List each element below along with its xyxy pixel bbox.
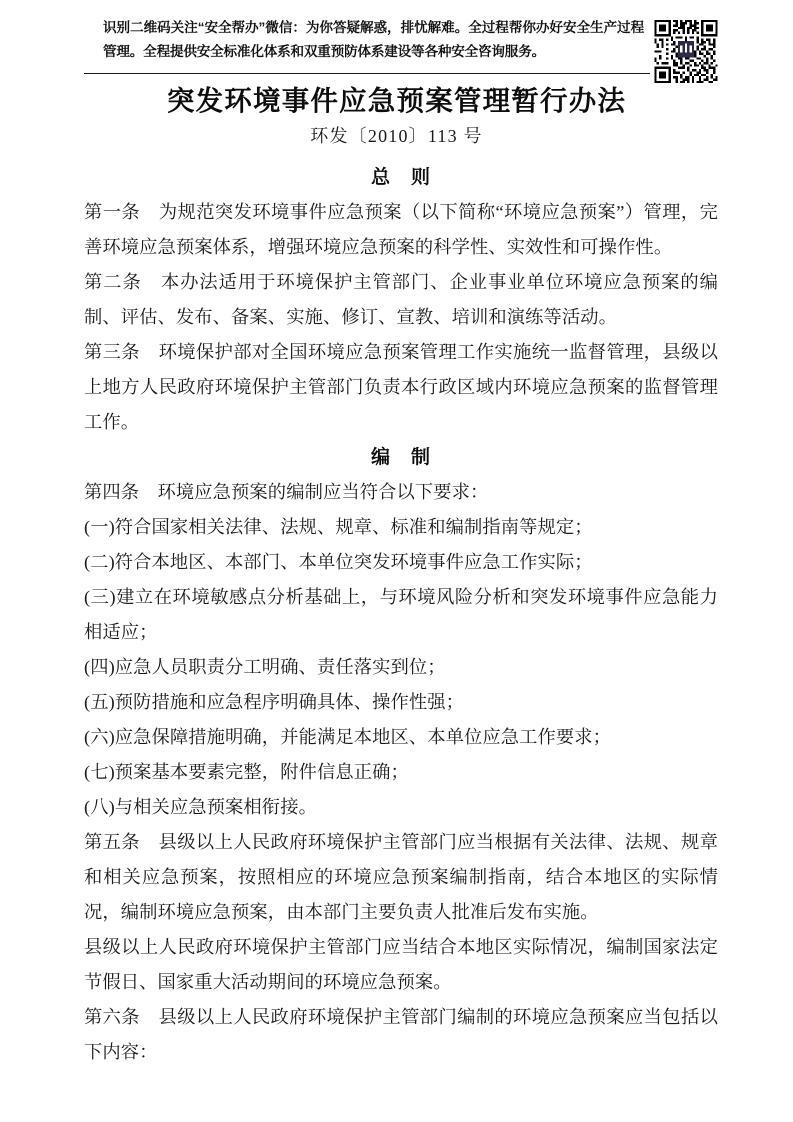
paragraph-article-1: 第一条 为规范突发环境事件应急预案（以下简称“环境应急预案”）管理，完善环境应急预案体系，增强环境应急预案的科学性、实效性和可操作性。	[84, 202, 718, 257]
paragraph-article-4-item-6: (六)应急保障措施明确，并能满足本地区、本单位应急工作要求；	[84, 727, 612, 747]
paragraph-article-4-item-2: (二)符合本地区、本部门、本单位突发环境事件应急工作实际；	[84, 552, 593, 572]
page-title: 突发环境事件应急预案管理暂行办法	[166, 85, 627, 116]
paragraph-article-4-item-4: (四)应急人员职责分工明确、责任落实到位；	[84, 657, 446, 677]
paragraph-article-4-item-8: (八)与相关应急预案相衔接。	[84, 797, 317, 817]
paragraph-article-4-item-7: (七)预案基本要素完整，附件信息正确；	[84, 762, 409, 782]
paragraph-article-4: 第四条 环境应急预案的编制应当符合以下要求：	[84, 482, 489, 502]
promo-text: 识别二维码关注“安全帮办”微信：为你答疑解惑，排忧解难。全过程帮你办好安全生产过程管理。全程提供安全标准化体系和双重预防体系建设等各种安全咨询服务。	[103, 20, 644, 59]
paragraph-article-5-continued: 县级以上人民政府环境保护主管部门应当结合本地区实际情况，编制国家法定节假日、国家重大活动期间的环境应急预案。	[84, 937, 718, 992]
paragraph-article-6: 第六条 县级以上人民政府环境保护主管部门编制的环境应急预案应当包括以下内容：	[84, 1007, 718, 1062]
promo-header-band	[0, 0, 793, 74]
header-divider-rule	[84, 73, 650, 74]
section-heading-preparation: 编 制	[370, 447, 431, 468]
document-number: 环发〔2010〕113 号	[310, 126, 483, 146]
document-body	[84, 160, 718, 1070]
paragraph-article-3: 第三条 环境保护部对全国环境应急预案管理工作实施统一监督管理，县级以上地方人民政府环境保护主管部门负责本行政区域内环境应急预案的监督管理工作。	[84, 342, 718, 432]
section-heading-general-provisions: 总 则	[370, 167, 431, 188]
paragraph-article-4-item-1: (一)符合国家相关法律、法规、规章、标准和编制指南等规定；	[84, 517, 593, 537]
paragraph-article-4-item-3: (三)建立在环境敏感点分析基础上，与环境风险分析和突发环境事件应急能力相适应；	[84, 587, 718, 642]
paragraph-article-5: 第五条 县级以上人民政府环境保护主管部门应当根据有关法律、法规、规章和相关应急预案，按照相应的环境应急预案编制指南，结合本地区的实际情况，编制环境应急预案，由本部门主要负责人批准后发布实施。	[84, 832, 718, 922]
qr-code-icon[interactable]	[652, 17, 720, 86]
paragraph-article-4-item-5: (五)预防措施和应急程序明确具体、操作性强；	[84, 692, 464, 712]
paragraph-article-2: 第二条 本办法适用于环境保护主管部门、企业事业单位环境应急预案的编制、评估、发布、备案、实施、修订、宣教、培训和演练等活动。	[84, 272, 718, 327]
